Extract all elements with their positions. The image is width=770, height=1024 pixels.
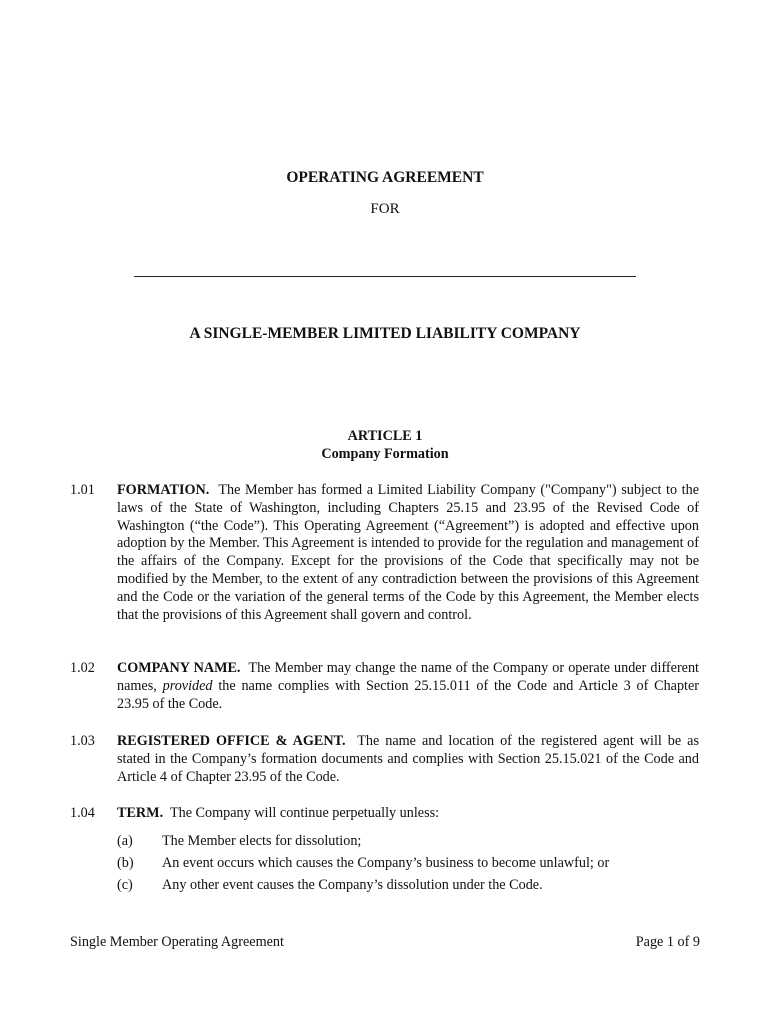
section-text: The Company will continue perpetually unless: — [169, 805, 440, 821]
list-item-text: The Member elects for dissolution; — [162, 833, 362, 849]
section-heading: REGISTERED OFFICE & AGENT. — [117, 733, 346, 749]
section-text: The name and location of the registered agent will be as stated in the Company’s formation documents and complies with Section 25.15.021 of the Code and Article 4 of Chapter 23.95 of the Code. — [117, 733, 699, 785]
list-item-text: Any other event causes the Company’s dissolution under the Code. — [162, 877, 543, 893]
section-text: The Member may change the name of the Company or operate under different names, — [117, 660, 700, 694]
article-number: ARTICLE 1 — [347, 428, 423, 444]
document-title: OPERATING AGREEMENT — [286, 169, 484, 186]
section-text: the name complies with Section 25.15.011 of the Code and Article 3 of Chapter 23.95 of the Code. — [117, 677, 700, 712]
company-name-blank-line — [134, 276, 636, 277]
list-item-text: An event occurs which causes the Company’s business to become unlawful; or — [162, 855, 610, 871]
section-number: 1.01 — [70, 482, 95, 498]
section-number: 1.02 — [70, 660, 95, 676]
section-heading: FORMATION. — [117, 482, 210, 498]
section-body — [117, 660, 699, 713]
document-subtitle: A SINGLE-MEMBER LIMITED LIABILITY COMPANY — [189, 325, 581, 342]
list-item-label: (a) — [117, 833, 133, 849]
section-body — [117, 482, 699, 624]
section-number: 1.04 — [70, 805, 95, 821]
footer-document-name: Single Member Operating Agreement — [70, 934, 284, 950]
section-heading: TERM. — [117, 805, 164, 821]
section-body — [117, 733, 699, 786]
list-item-label: (c) — [117, 877, 133, 893]
section-text-italic: provided — [162, 677, 213, 694]
section-heading: COMPANY NAME. — [117, 660, 241, 676]
footer-page-number: Page 1 of 9 — [635, 934, 700, 950]
list-item-label: (b) — [117, 855, 134, 871]
article-name: Company Formation — [321, 446, 449, 462]
document-for-label: FOR — [370, 201, 400, 217]
section-body — [117, 805, 699, 823]
section-text: The Member has formed a Limited Liability Company ("Company") subject to the laws of the State of Washington, including Chapters 25.15 and 23.95 of the Revised Code of Washington (“the Code”). This Operating Agreement (“Agreement”) is adopted and effective upon adoption by the Member. This Agreement is intended to provide for the regulation and management of the affairs of the Company. Except for the provisions of the Code that specifically may not be modified by the Member, to the extent of any contradiction between the provisions of this Agreement and the Code or the variation of the general terms of the Code by this Agreement, the Member elects that the provisions of this Agreement shall govern and control. — [117, 482, 699, 623]
section-number: 1.03 — [70, 733, 95, 749]
